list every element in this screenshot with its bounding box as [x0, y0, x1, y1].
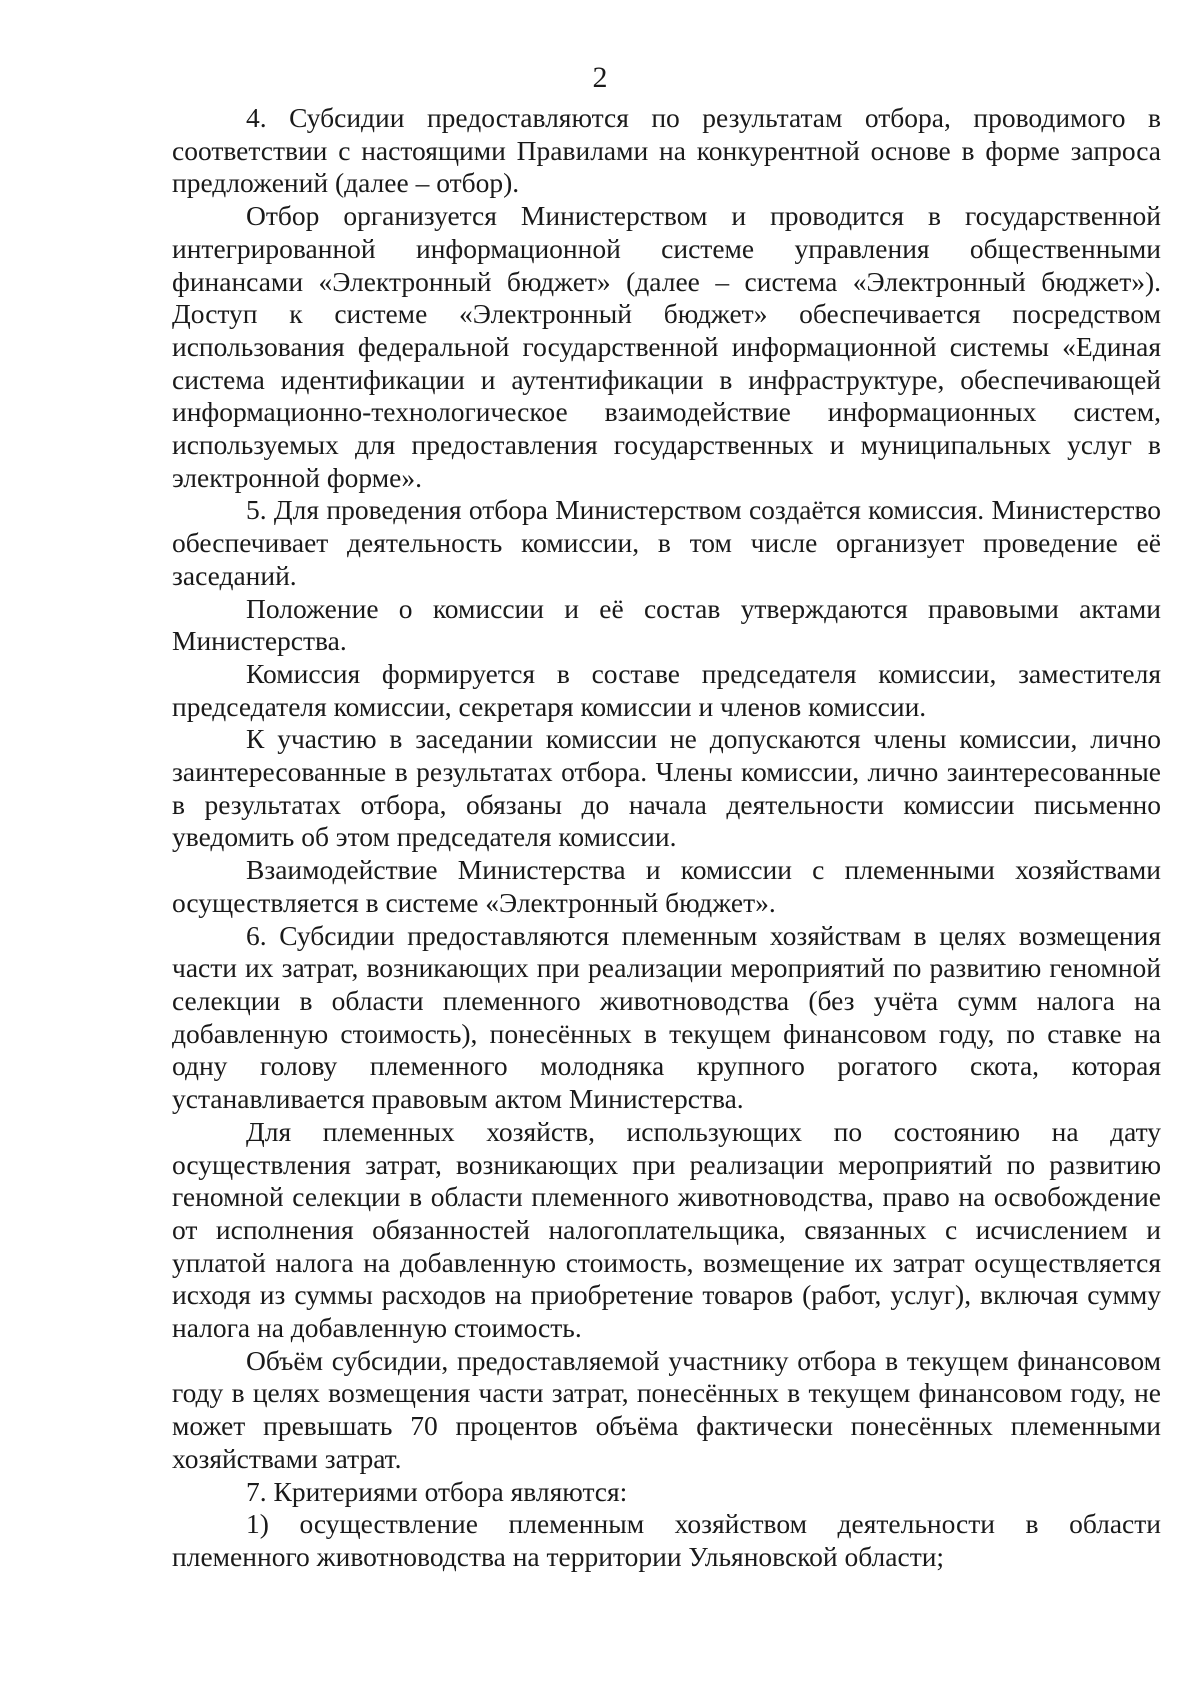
paragraph-item-6: 6. Субсидии предоставляются племенным хозяйствам в целях возмещения части их затрат, возникающих при реализации мероприятий по развитию геномной селекции в области племенного животноводства (без учёта сумм налога на добавленную стоимость), понесённых в текущем финансовом году, по ставке на одну голову племенного молодняка крупного рогатого скота, которая устанавливается правовым актом Министерства.: [172, 919, 1161, 1115]
paragraph-item-7: 7. Критериями отбора являются:: [246, 1475, 628, 1507]
page-number: 2: [592, 61, 608, 94]
paragraph-item-5: 5. Для проведения отбора Министерством создаётся комиссия. Министерство обеспечивает деятельность комиссии, в том числе организует проведение её заседаний.: [172, 494, 1161, 591]
paragraph-commission-composition: Комиссия формируется в составе председателя комиссии, заместителя председателя комиссии, секретаря комиссии и членов комиссии.: [172, 657, 1161, 722]
paragraph-vat-exemption: Для племенных хозяйств, использующих по состоянию на дату осуществления затрат, возникающих при реализации мероприятий по развитию геномной селекции в области племенного животноводства, право на освобождение от исполнения обязанностей налогоплательщика, связанных с исчислением и уплатой налога на добавленную стоимость, возмещение их затрат осуществляется исходя из суммы расходов на приобретение товаров (работ, услуг), включая сумму налога на добавленную стоимость.: [172, 1115, 1161, 1344]
paragraph-interaction: Взаимодействие Министерства и комиссии с племенными хозяйствами осуществляется в системе «Электронный бюджет».: [172, 854, 1161, 918]
paragraph-commission-regulation: Положение о комиссии и её состав утверждаются правовыми актами Министерства.: [172, 592, 1161, 657]
paragraph-item-4: 4. Субсидии предоставляются по результатам отбора, проводимого в соответствии с настоящими Правилами на конкурентной основе в форме запроса предложений (далее – отбор).: [172, 102, 1161, 199]
paragraph-selection-organization: Отбор организуется Министерством и проводится в государственной интегрированной информационной системе управления общественными финансами «Электронный бюджет» (далее – система «Электронный бюджет»). Доступ к системе «Электронный бюджет» обеспечивается посредством использования федеральной государственной информационной системы «Единая система идентификации и аутентификации в инфраструктуре, обеспечивающей информационно-технологическое взаимодействие информационных систем, используемых для предоставления государственных и муниципальных услуг в электронной форме».: [172, 200, 1161, 493]
document-body: [172, 102, 1161, 1574]
paragraph-criterion-1: 1) осуществление племенным хозяйством деятельности в области племенного животноводства на территории Ульяновской области;: [172, 1508, 1161, 1572]
paragraph-subsidy-volume: Объём субсидии, предоставляемой участнику отбора в текущем финансовом году в целях возмещения части затрат, понесённых в текущем финансовом году, не может превышать 70 процентов объёма фактически понесённых племенными хозяйствами затрат.: [172, 1344, 1161, 1474]
paragraph-conflict-of-interest: К участию в заседании комиссии не допускаются члены комиссии, лично заинтересованные в результатах отбора. Члены комиссии, лично заинтересованные в результатах отбора, обязаны до начала деятельности комиссии письменно уведомить об этом председателя комиссии.: [172, 723, 1161, 853]
